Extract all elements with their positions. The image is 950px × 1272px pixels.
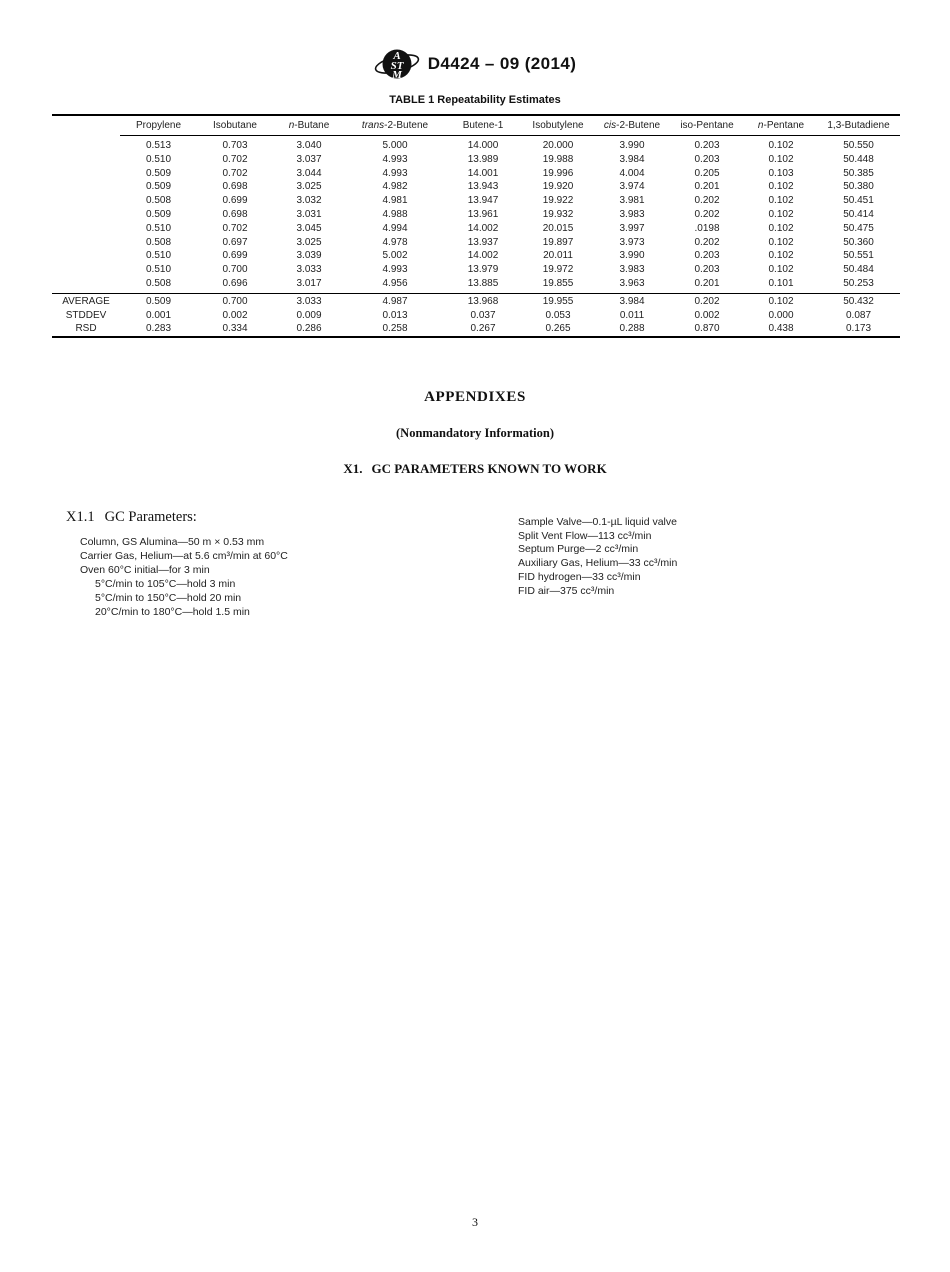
column-header: Isobutylene (521, 115, 595, 136)
table-cell: 3.997 (619, 222, 645, 234)
row-stub (52, 277, 120, 293)
summary-row (52, 322, 900, 337)
summary-row-label: AVERAGE (52, 293, 120, 308)
table-row (52, 153, 900, 167)
table-cell: 0.510 (145, 264, 172, 276)
gc-right-list (518, 516, 677, 598)
table-row (52, 208, 900, 222)
gc-parameter-item: FID hydrogen—33 cc³/min (518, 570, 641, 583)
table-cell: 4.993 (382, 264, 408, 276)
table-cell: 0.513 (145, 140, 172, 151)
table-cell: 3.025 (296, 236, 322, 248)
table-cell: 0.087 (845, 309, 872, 321)
table-cell: 0.202 (694, 236, 720, 248)
table-cell: 0.102 (768, 153, 794, 165)
row-stub (52, 263, 120, 277)
table-cell: 0.697 (222, 236, 248, 248)
table-cell: 3.981 (619, 195, 645, 207)
table-cell: 0.102 (768, 140, 794, 151)
table-cell: 0.001 (145, 309, 172, 321)
table-cell: 3.990 (619, 140, 645, 151)
table-cell: 0.700 (197, 293, 273, 308)
table-cell: 0.438 (768, 323, 794, 335)
table-cell: 13.961 (467, 208, 499, 220)
table-cell: 4.982 (382, 181, 408, 193)
document-title: D4424 – 09 (2014) (427, 54, 577, 73)
table-cell: 14.001 (467, 167, 499, 179)
table-cell: 4.956 (382, 277, 408, 289)
table-cell: 0.009 (296, 309, 322, 321)
row-stub (52, 180, 120, 194)
table-cell: 0.102 (768, 195, 794, 207)
table-row (52, 263, 900, 277)
gc-left-list (80, 536, 288, 619)
table-cell: 0.699 (222, 195, 248, 207)
table-cell: 0.202 (694, 195, 720, 207)
table-cell: 50.380 (843, 181, 874, 193)
table-cell: 13.885 (467, 277, 499, 289)
gc-parameters-heading (66, 509, 197, 526)
gc-parameter-item: FID air—375 cc³/min (518, 584, 615, 597)
table-cell: 50.432 (817, 293, 900, 308)
gc-parameter-item: Carrier Gas, Helium—at 5.6 cm³/min at 60°C (80, 549, 288, 562)
table-cell: 0.002 (694, 309, 720, 321)
table-cell: 0.202 (669, 293, 745, 308)
table-title: TABLE 1 Repeatability Estimates (389, 94, 561, 106)
table-cell: 0.102 (768, 222, 794, 234)
table-cell: 0.702 (222, 153, 248, 165)
column-header: Butene-1 (445, 115, 521, 136)
page-number: 3 (472, 1215, 478, 1229)
table-cell: 0.201 (694, 277, 720, 289)
table-cell: 0.283 (145, 323, 172, 335)
row-stub (52, 236, 120, 250)
table-cell: 4.994 (382, 222, 408, 234)
table-cell: 19.897 (542, 236, 574, 248)
table-row (52, 249, 900, 263)
table-row (52, 194, 900, 208)
table-cell: 0.203 (694, 153, 720, 165)
table-cell: 0.002 (222, 309, 248, 321)
table-cell: 0.702 (222, 222, 248, 234)
table-cell: 19.855 (542, 277, 574, 289)
section-title-text: GC PARAMETERS KNOWN TO WORK (371, 461, 607, 476)
table-cell: 5.002 (382, 250, 408, 262)
table-cell: 50.414 (843, 208, 874, 220)
table-cell: 3.033 (296, 264, 322, 276)
table-cell: 0.103 (768, 167, 794, 179)
document-header (0, 44, 950, 84)
table-cell: 19.920 (542, 181, 574, 193)
gc-parameter-item: 20°C/min to 180°C—hold 1.5 min (95, 605, 250, 618)
table-cell: 4.993 (382, 167, 408, 179)
gc-parameter-item: Septum Purge—2 cc³/min (518, 543, 639, 556)
table-cell: 0.508 (145, 236, 172, 248)
table-cell: 0.203 (694, 264, 720, 276)
appendix-section-title (0, 461, 950, 477)
row-stub (52, 222, 120, 236)
svg-text:M: M (391, 69, 402, 81)
summary-row (52, 309, 900, 323)
table-cell: 0.508 (145, 277, 172, 289)
table-cell: 50.451 (843, 195, 874, 207)
table-summary (52, 293, 900, 337)
gc-heading-text: GC Parameters: (104, 509, 197, 525)
table-cell: 50.550 (843, 140, 874, 151)
table-cell: 0.205 (694, 167, 720, 179)
table-cell: 0.102 (768, 181, 794, 193)
table-cell: 0.286 (296, 323, 322, 335)
table-cell: 0.102 (768, 236, 794, 248)
table-cell: 0.870 (694, 323, 720, 335)
table-cell: 3.037 (296, 153, 322, 165)
table-cell: 0.201 (694, 181, 720, 193)
table-cell: 13.989 (467, 153, 499, 165)
table-cell: 0.698 (222, 181, 248, 193)
table-cell: 0.510 (145, 222, 172, 234)
table-cell: 3.033 (273, 293, 345, 308)
table-cell: 50.360 (843, 236, 874, 248)
table-cell: 0.013 (382, 309, 408, 321)
section-number: X1. (343, 461, 363, 476)
table-cell: 0.173 (845, 323, 872, 335)
table-cell: 3.963 (619, 277, 645, 289)
repeatability-table (52, 114, 900, 338)
table-cell: 3.017 (296, 277, 322, 289)
table-cell: 0.509 (120, 293, 197, 308)
column-header: iso-Pentane (669, 115, 745, 136)
table-cell: 0.102 (768, 250, 794, 262)
column-header: Isobutane (197, 115, 273, 136)
table-row (52, 167, 900, 181)
table-cell: .0198 (694, 222, 720, 234)
table-cell: 0.510 (145, 250, 172, 262)
table-cell: 0.101 (768, 277, 794, 289)
table-cell: 0.702 (222, 167, 248, 179)
table-cell: 4.978 (382, 236, 408, 248)
row-stub (52, 153, 120, 167)
table-cell: 0.699 (222, 250, 248, 262)
table-cell: 50.448 (843, 153, 874, 165)
gc-parameter-item: Oven 60°C initial—for 3 min (80, 563, 210, 576)
table-cell: 19.996 (542, 167, 574, 179)
summary-row (52, 293, 900, 308)
table-cell: 0.509 (145, 167, 172, 179)
svg-text:ST: ST (390, 60, 404, 72)
table-cell: 0.508 (145, 195, 172, 207)
column-header: 1,3-Butadiene (817, 115, 900, 136)
table-cell: 0.000 (768, 309, 794, 321)
table-cell: 13.947 (467, 195, 499, 207)
appendix-subheading: (Nonmandatory Information) (396, 426, 554, 440)
table-cell: 50.385 (843, 167, 874, 179)
gc-section-number: X1.1 (66, 509, 95, 525)
row-stub (52, 249, 120, 263)
table-row (52, 222, 900, 236)
table-cell: 3.031 (296, 208, 322, 220)
table-cell: 0.011 (619, 309, 645, 321)
table-cell: 3.044 (296, 167, 322, 179)
table-cell: 5.000 (382, 140, 408, 151)
gc-parameter-item: Sample Valve—0.1-µL liquid valve (518, 516, 677, 528)
table-cell: 20.000 (542, 140, 574, 151)
table-cell: 3.039 (296, 250, 322, 262)
table-cell: 0.102 (768, 208, 794, 220)
gc-parameter-item: 5°C/min to 150°C—hold 20 min (95, 591, 242, 604)
table-cell: 0.334 (222, 323, 248, 335)
table-cell: 4.988 (382, 208, 408, 220)
table-cell: 3.045 (296, 222, 322, 234)
table-cell: 3.040 (296, 140, 322, 151)
table-cell: 3.032 (296, 195, 322, 207)
table-cell: 50.475 (843, 222, 874, 234)
row-stub (52, 208, 120, 222)
appendix-heading: APPENDIXES (424, 389, 526, 405)
column-header: trans-2-Butene (345, 115, 445, 136)
table-cell: 4.004 (619, 167, 645, 179)
table-cell: 19.932 (542, 208, 574, 220)
table-body (52, 136, 900, 294)
gc-parameter-item: Column, GS Alumina—50 m × 0.53 mm (80, 536, 265, 548)
astm-logo-icon (374, 44, 420, 84)
table-row (52, 277, 900, 293)
table-cell: 19.955 (521, 293, 595, 308)
table-cell: 0.053 (545, 309, 571, 321)
table-cell: 0.698 (222, 208, 248, 220)
table-cell: 13.979 (467, 264, 499, 276)
table-cell: 20.015 (542, 222, 574, 234)
table-cell: 0.696 (222, 277, 248, 289)
table-cell: 14.002 (467, 250, 499, 262)
table-cell: 4.987 (345, 293, 445, 308)
table-cell: 0.102 (768, 264, 794, 276)
table-cell: 3.025 (296, 181, 322, 193)
table-cell: 0.265 (545, 323, 571, 335)
table-row (52, 180, 900, 194)
table-cell: 3.990 (619, 250, 645, 262)
table-cell: 14.000 (467, 140, 499, 151)
table-row (52, 236, 900, 250)
gc-parameter-item: 5°C/min to 105°C—hold 3 min (95, 577, 236, 590)
column-header: n-Pentane (745, 115, 817, 136)
table-cell: 19.988 (542, 153, 574, 165)
table-cell: 13.943 (467, 181, 499, 193)
gc-parameter-item: Auxiliary Gas, Helium—33 cc³/min (518, 557, 678, 570)
table-cell: 0.258 (382, 323, 408, 335)
svg-text:A: A (393, 50, 401, 62)
table-cell: 0.202 (694, 208, 720, 220)
row-stub (52, 167, 120, 181)
table-cell: 3.984 (595, 293, 669, 308)
table-header-row (52, 115, 900, 136)
table-cell: 0.703 (222, 140, 248, 151)
row-stub (52, 136, 120, 153)
table-cell: 0.203 (694, 250, 720, 262)
table-cell: 3.983 (619, 264, 645, 276)
table-cell: 0.509 (145, 208, 172, 220)
summary-row-label: STDDEV (65, 309, 107, 321)
table-cell: 3.973 (619, 236, 645, 248)
table-cell: 50.253 (843, 277, 874, 289)
table-cell: 0.288 (619, 323, 645, 335)
table-cell: 14.002 (467, 222, 499, 234)
table-cell: 0.509 (145, 181, 172, 193)
table-cell: 3.984 (619, 153, 645, 165)
summary-row-label: RSD (75, 323, 97, 335)
table-cell: 4.981 (382, 195, 408, 207)
row-stub (52, 194, 120, 208)
table-row (52, 136, 900, 153)
table-cell: 50.551 (843, 250, 874, 262)
table-cell: 0.102 (745, 293, 817, 308)
column-header: n-Butane (273, 115, 345, 136)
gc-parameter-item: Split Vent Flow—113 cc³/min (518, 529, 652, 542)
column-header: cis-2-Butene (595, 115, 669, 136)
table-cell: 4.993 (382, 153, 408, 165)
table-cell: 3.983 (619, 208, 645, 220)
table-cell: 0.037 (470, 309, 496, 321)
table-cell: 50.484 (843, 264, 874, 276)
table-cell: 0.510 (145, 153, 172, 165)
table-cell: 0.203 (694, 140, 720, 151)
table-cell: 13.937 (467, 236, 499, 248)
table-cell: 19.972 (542, 264, 574, 276)
table-cell: 0.700 (222, 264, 248, 276)
table-cell: 3.974 (619, 181, 645, 193)
column-header: Propylene (120, 115, 197, 136)
table-cell: 20.011 (543, 250, 573, 262)
table-cell: 19.922 (542, 195, 574, 207)
table-cell: 0.267 (470, 323, 496, 335)
table-cell: 13.968 (445, 293, 521, 308)
stub-header (52, 115, 120, 136)
